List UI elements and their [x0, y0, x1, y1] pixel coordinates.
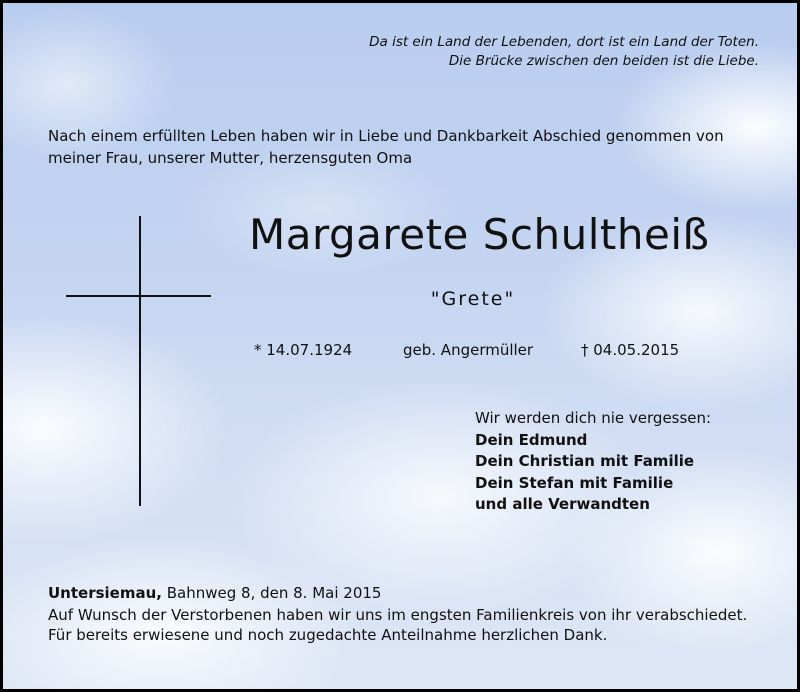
place-address-date: Bahnweg 8, den 8. Mai 2015 — [161, 584, 382, 602]
death-date: † 04.05.2015 — [581, 341, 680, 359]
maiden-name: geb. Angermüller — [403, 341, 534, 359]
intro-text: Nach einem erfüllten Leben haben wir in Liebe und Dankbarkeit Abschied genommen von meiner Frau, unserer Mutter, herzensguten Oma — [48, 127, 724, 167]
place-date — [48, 583, 381, 604]
mourner: und alle Verwandten — [475, 495, 650, 513]
motto-line-1: Da ist ein Land der Lebenden, dort ist ein Land der Toten. — [369, 34, 759, 50]
birth-date: * 14.07.1924 — [254, 341, 353, 359]
motto-line-2: Die Brücke zwischen den beiden ist die Liebe. — [448, 53, 759, 69]
note-line: Auf Wunsch der Verstorbenen haben wir uns im engsten Familienkreis von ihr verabschiedet. — [48, 606, 748, 624]
motto — [369, 33, 759, 71]
deceased-nickname: "Grete" — [430, 288, 516, 310]
mourner: Dein Stefan mit Familie — [475, 473, 674, 492]
closing-block — [475, 408, 711, 516]
note-line: Für bereits erwiesene und noch zugedachte Anteilnahme herzlichen Dank. — [48, 626, 608, 644]
deceased-name: Margarete Schultheiß — [249, 210, 710, 259]
place-town: Untersiemau, — [48, 584, 162, 602]
cross-icon — [139, 216, 141, 506]
closing-line: Wir werden dich nie vergessen: — [475, 409, 712, 427]
mourner: Dein Christian mit Familie — [475, 452, 695, 470]
closing-notes — [48, 605, 747, 645]
cross-icon-bar — [66, 295, 211, 297]
mourner: Dein Edmund — [475, 430, 588, 449]
